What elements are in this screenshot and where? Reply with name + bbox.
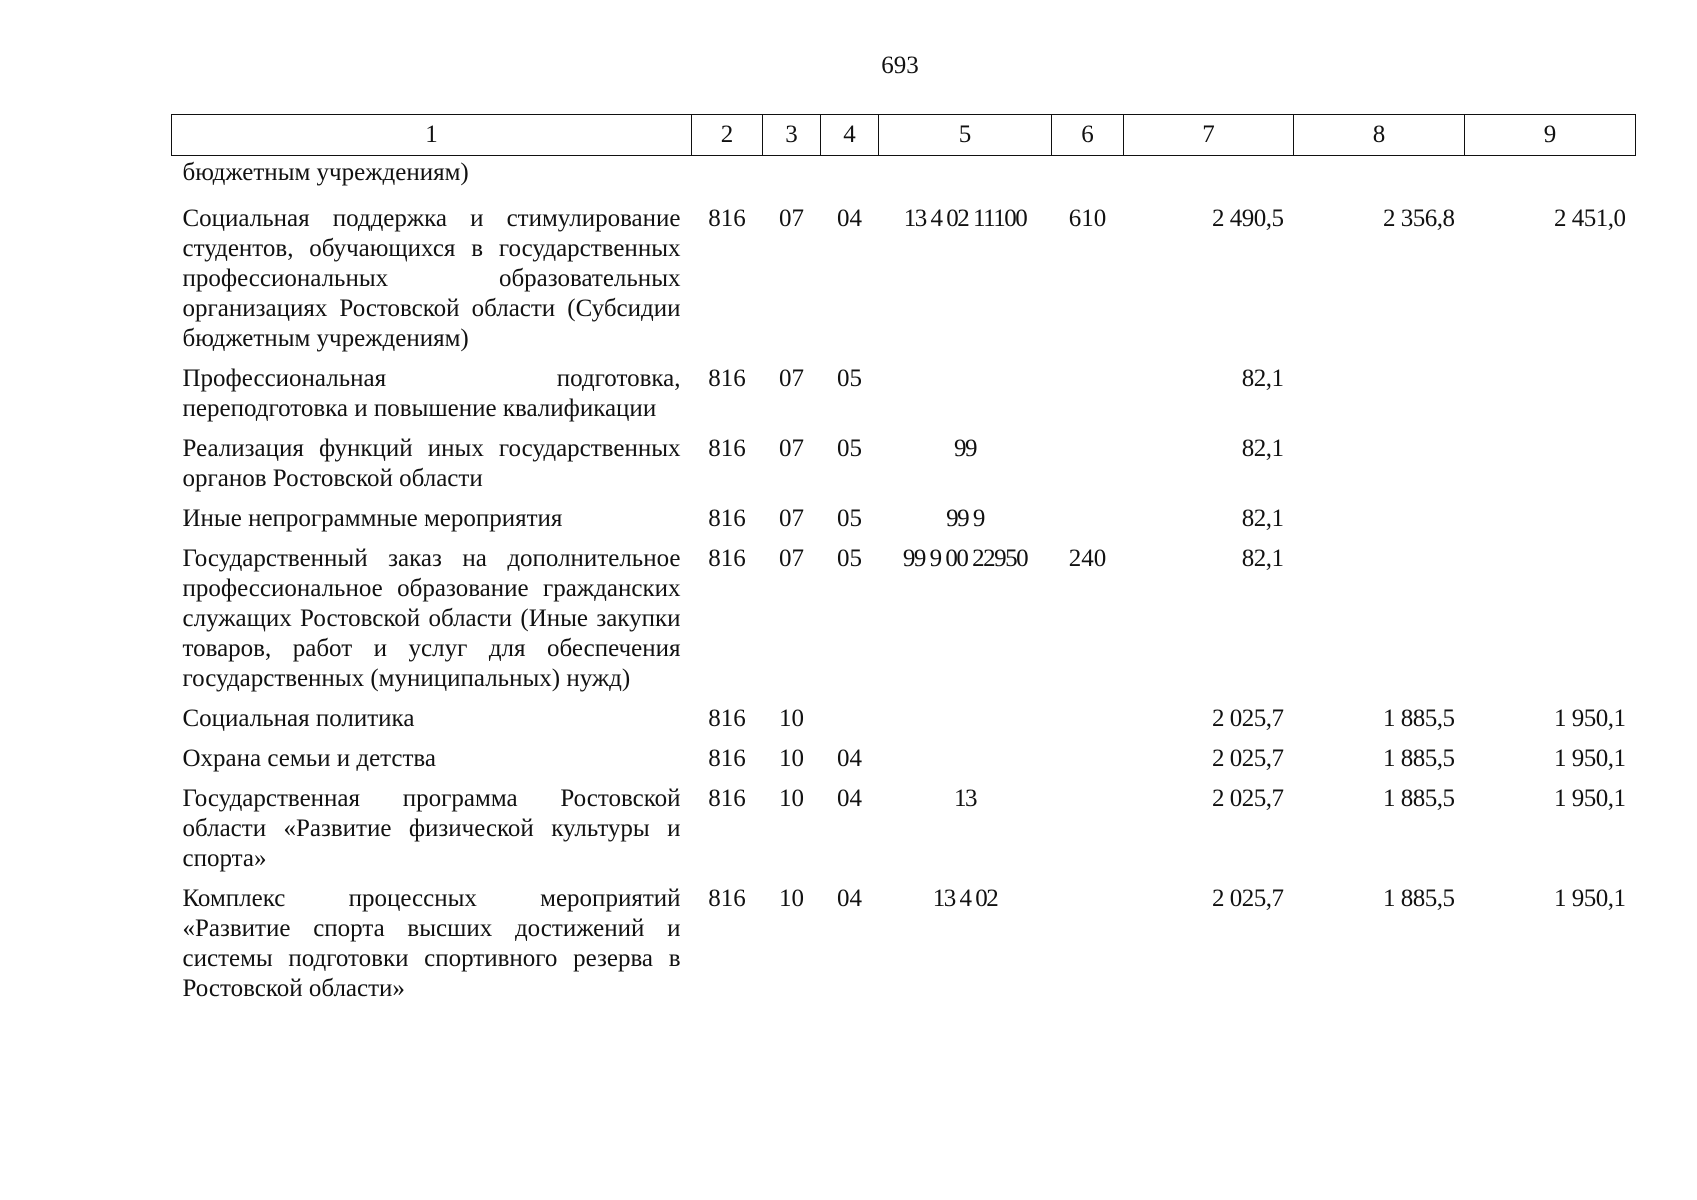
table-row (172, 504, 1636, 544)
row-code-4: 04 (837, 205, 862, 232)
row-code-2: 816 (708, 785, 746, 812)
column-header: 2 (692, 115, 763, 156)
row-code-4: 04 (837, 785, 862, 812)
row-code-3: 07 (779, 435, 804, 462)
table-row (172, 364, 1636, 434)
row-value-9: 2 451,0 (1554, 205, 1626, 232)
row-value-9: 1 950,1 (1554, 785, 1626, 812)
table-row (172, 744, 1636, 784)
row-code-3: 10 (779, 745, 804, 772)
table-row (172, 784, 1636, 884)
row-code-2: 816 (708, 885, 746, 912)
row-code-5: 13 4 02 11100 (903, 205, 1027, 232)
row-code-6: 610 (1068, 205, 1107, 232)
row-name: Социальная поддержка и стимулирование студентов, обучающихся в государственных профессиональных образовательных организациях Ростовской области (Субсидии бюджетным учреждениям) (182, 205, 681, 352)
row-value-9: 1 950,1 (1554, 705, 1626, 732)
column-header: 3 (763, 115, 821, 156)
page-number: 693 (881, 52, 919, 79)
row-code-3: 10 (779, 705, 804, 732)
row-code-6: 240 (1068, 545, 1107, 572)
column-header: 1 (172, 115, 692, 156)
row-value-9 (1465, 156, 1636, 205)
row-code-5 (879, 156, 1052, 205)
row-code-4: 05 (837, 505, 862, 532)
row-code-2: 816 (708, 545, 746, 572)
row-code-4: 05 (837, 545, 862, 572)
row-value-8: 2 356,8 (1383, 205, 1455, 232)
row-code-3: 10 (779, 885, 804, 912)
row-value-7: 82,1 (1241, 505, 1284, 532)
row-code-6 (1052, 504, 1124, 544)
row-code-5: 13 (954, 785, 976, 812)
table-row (172, 884, 1636, 1014)
row-code-5: 99 9 00 22950 (902, 545, 1028, 572)
row-code-2 (692, 156, 763, 205)
row-value-9 (1465, 364, 1636, 434)
table-row (172, 156, 1636, 205)
row-value-9: 1 950,1 (1554, 745, 1626, 772)
row-code-4: 04 (837, 885, 862, 912)
table-row (172, 704, 1636, 744)
row-code-5: 99 (954, 435, 976, 462)
row-code-4: 05 (837, 435, 862, 462)
row-value-8: 1 885,5 (1383, 705, 1455, 732)
row-value-7: 2 025,7 (1212, 885, 1284, 912)
column-header: 4 (821, 115, 879, 156)
row-code-6 (1052, 364, 1124, 434)
row-code-6 (1052, 744, 1124, 784)
row-code-3 (763, 156, 821, 205)
column-header: 8 (1294, 115, 1465, 156)
row-code-3: 07 (779, 205, 804, 232)
row-value-7: 2 490,5 (1212, 205, 1284, 232)
row-value-7: 82,1 (1241, 365, 1284, 392)
row-code-5 (879, 704, 1052, 744)
column-header: 5 (879, 115, 1052, 156)
row-code-5: 99 9 (946, 505, 984, 532)
row-code-4: 05 (837, 365, 862, 392)
row-name: Иные непрограммные мероприятия (182, 505, 563, 532)
row-code-6 (1052, 156, 1124, 205)
row-value-7: 2 025,7 (1212, 705, 1284, 732)
row-name: бюджетным учреждениям) (182, 159, 469, 186)
row-code-3: 07 (779, 545, 804, 572)
row-code-3: 07 (779, 365, 804, 392)
column-header: 9 (1465, 115, 1636, 156)
row-name: Комплекс процессных мероприятий «Развитие спорта высших достижений и системы подготовки спортивного резерва в Ростовской области» (182, 885, 681, 1002)
budget-table (171, 114, 1636, 1014)
table-body (172, 156, 1636, 1015)
table-row (172, 434, 1636, 504)
row-code-2: 816 (708, 365, 746, 392)
row-name: Охрана семьи и детства (182, 745, 436, 772)
row-value-8 (1294, 434, 1465, 504)
row-value-8 (1294, 156, 1465, 205)
row-value-7: 82,1 (1241, 435, 1284, 462)
table-row (172, 544, 1636, 704)
header-row (172, 115, 1636, 156)
column-header: 6 (1052, 115, 1124, 156)
row-code-5 (879, 744, 1052, 784)
row-code-6 (1052, 884, 1124, 1014)
row-code-5: 13 4 02 (932, 885, 998, 912)
row-code-3: 07 (779, 505, 804, 532)
row-name: Профессиональная подготовка, переподготовка и повышение квалификации (182, 365, 681, 422)
row-code-6 (1052, 784, 1124, 884)
row-value-7 (1124, 156, 1294, 205)
row-code-6 (1052, 434, 1124, 504)
row-name: Социальная политика (182, 705, 415, 732)
row-value-8: 1 885,5 (1383, 745, 1455, 772)
row-value-8: 1 885,5 (1383, 885, 1455, 912)
row-code-4 (821, 156, 879, 205)
row-code-2: 816 (708, 705, 746, 732)
table-row (172, 204, 1636, 364)
row-value-7: 82,1 (1241, 545, 1284, 572)
row-name: Государственная программа Ростовской области «Развитие физической культуры и спорта» (182, 785, 681, 872)
row-code-2: 816 (708, 435, 746, 462)
row-value-8 (1294, 364, 1465, 434)
row-value-9 (1465, 434, 1636, 504)
row-code-2: 816 (708, 205, 746, 232)
row-code-4 (821, 704, 879, 744)
row-value-9: 1 950,1 (1554, 885, 1626, 912)
row-value-8: 1 885,5 (1383, 785, 1455, 812)
row-code-2: 816 (708, 745, 746, 772)
row-code-6 (1052, 704, 1124, 744)
row-code-2: 816 (708, 505, 746, 532)
row-code-5 (879, 364, 1052, 434)
row-code-3: 10 (779, 785, 804, 812)
row-name: Реализация функций иных государственных органов Ростовской области (182, 435, 681, 492)
row-value-8 (1294, 504, 1465, 544)
table-header (172, 115, 1636, 156)
row-value-7: 2 025,7 (1212, 785, 1284, 812)
row-value-8 (1294, 544, 1465, 704)
row-value-9 (1465, 504, 1636, 544)
row-code-4: 04 (837, 745, 862, 772)
row-value-9 (1465, 544, 1636, 704)
column-header: 7 (1124, 115, 1294, 156)
row-value-7: 2 025,7 (1212, 745, 1284, 772)
row-name: Государственный заказ на дополнительное профессиональное образование гражданских служащих Ростовской области (Иные закупки товаров, работ и услуг для обеспечения государственных (муниципальных) нужд) (182, 545, 681, 692)
